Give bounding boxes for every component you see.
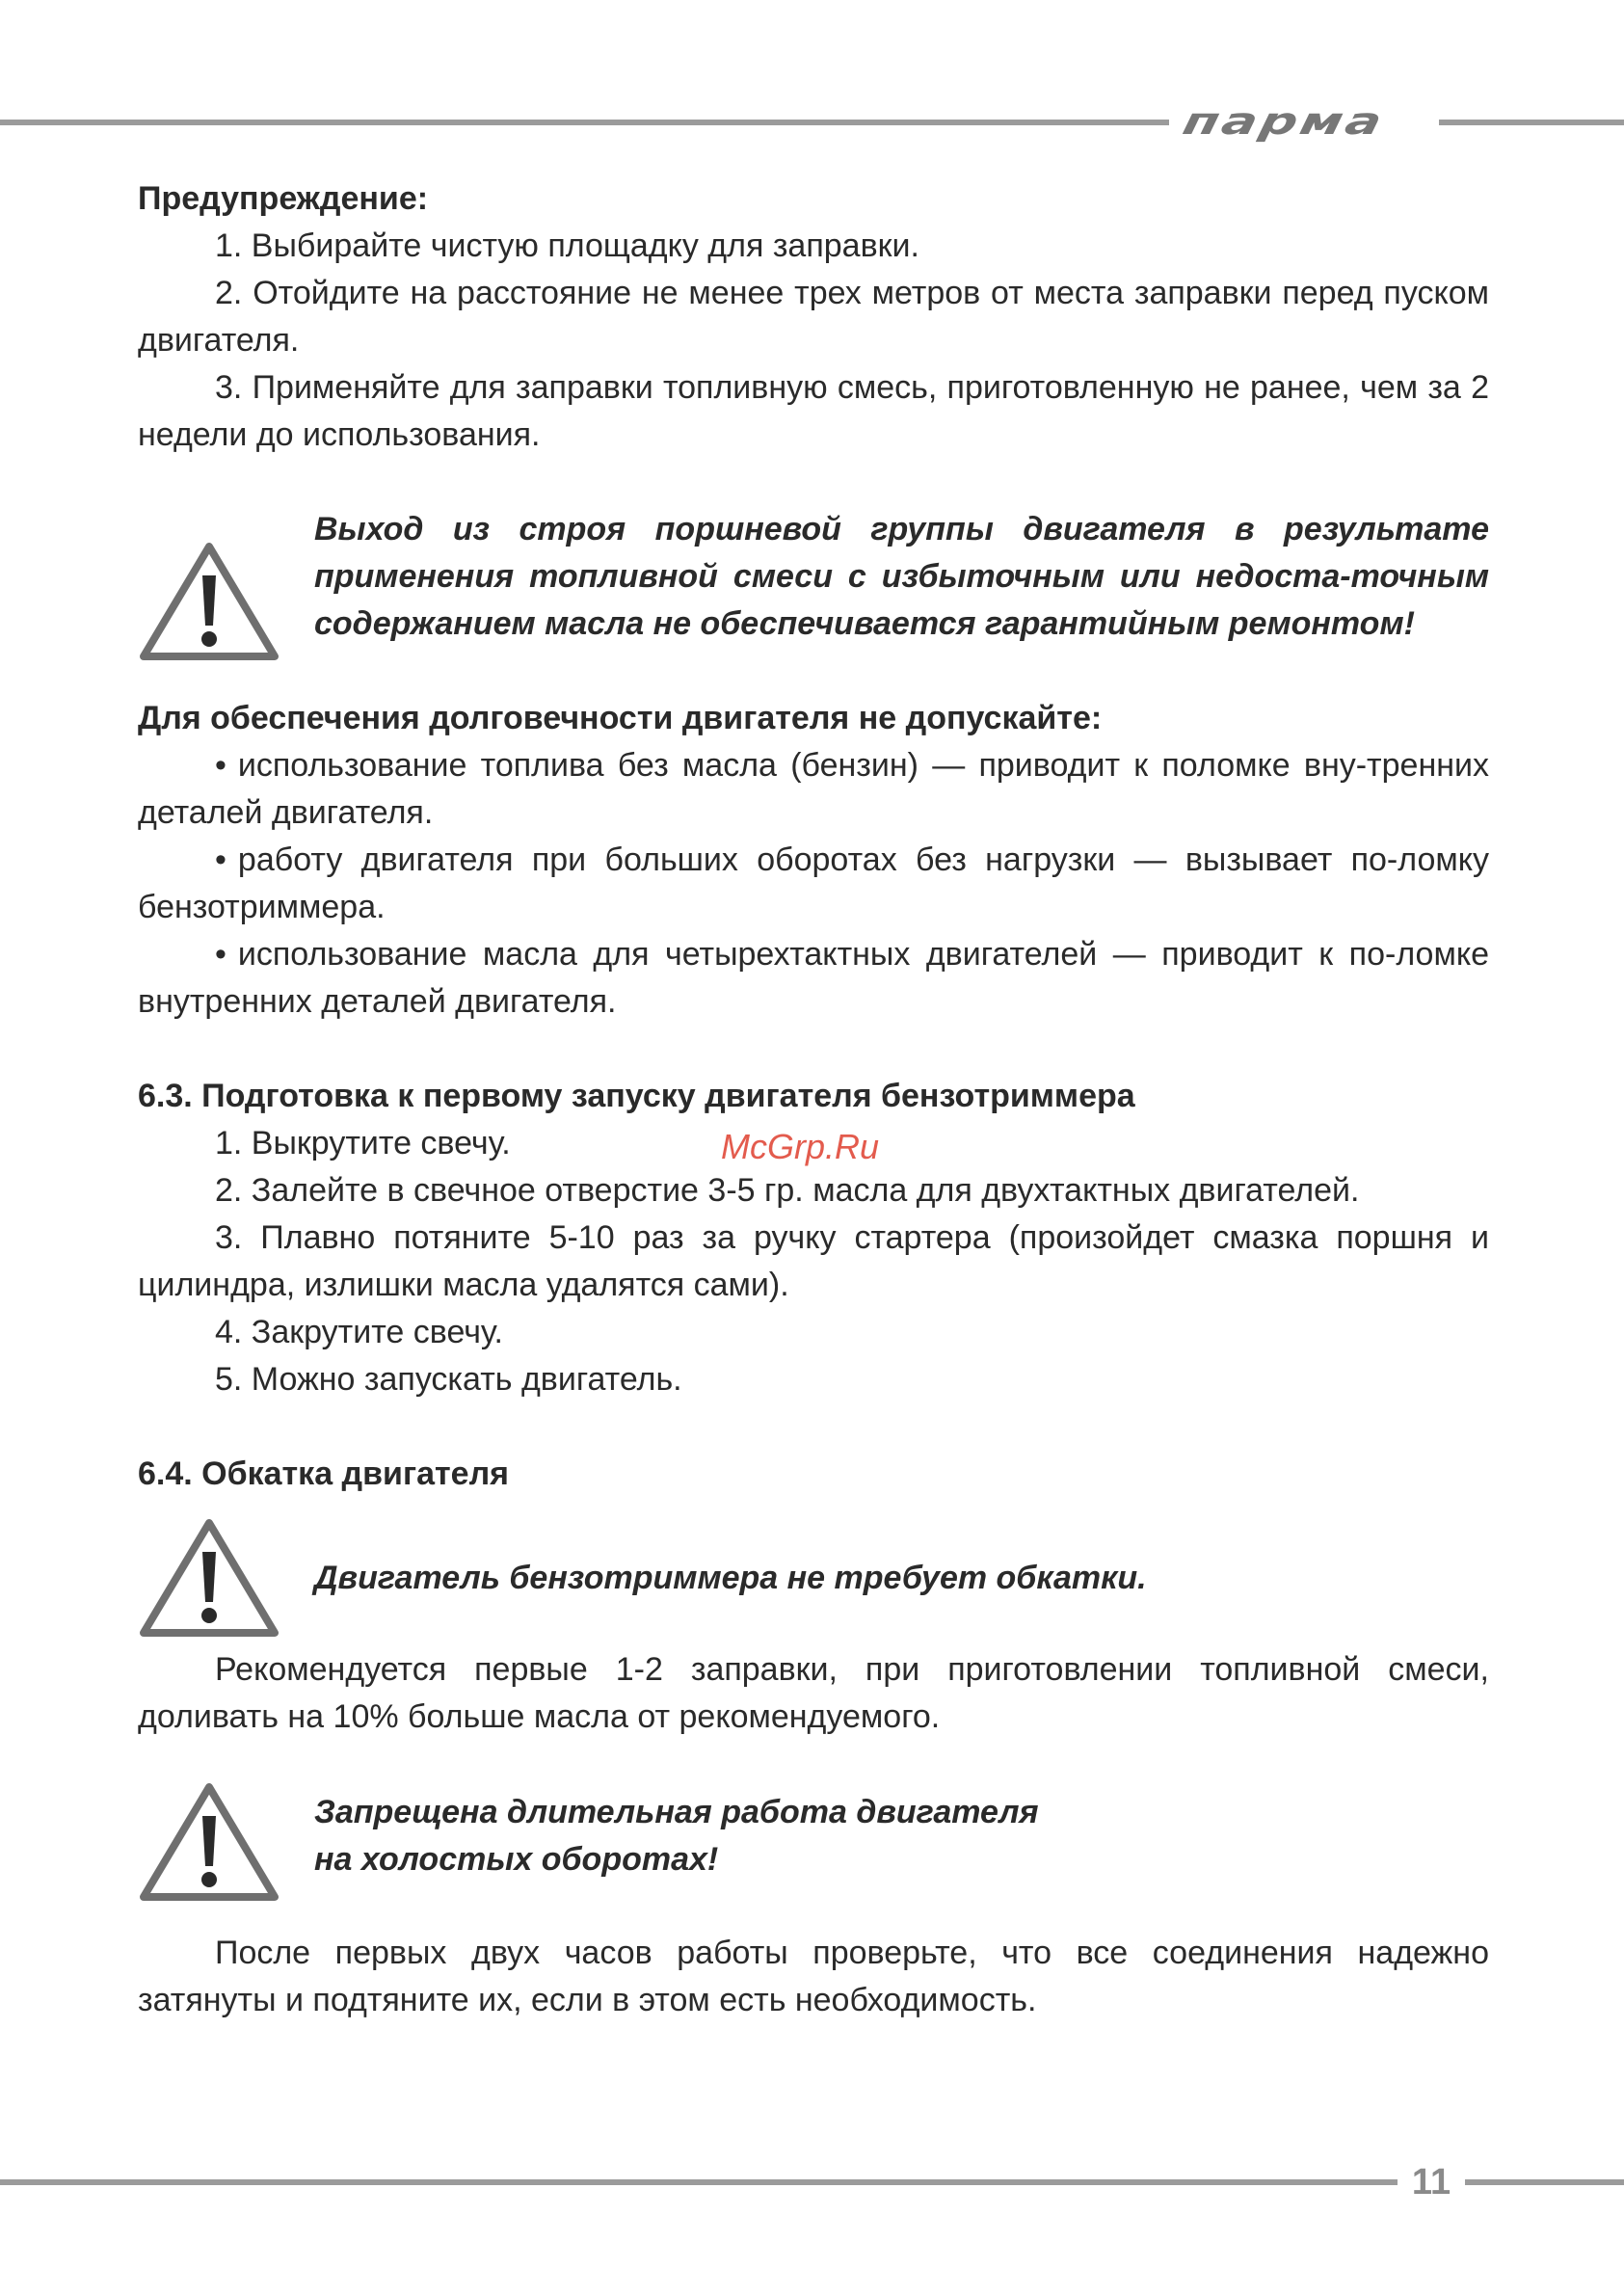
section-6-3-item: 3. Плавно потяните 5-10 раз за ручку стартера (произойдет смазка поршня и цилиндра, излишки масла удалятся сами). [138,1219,1489,1303]
warning-triangle-icon [138,1515,280,1639]
warning-text-piston: Выход из строя поршневой группы двигателя в результате применения топливной смеси с избыточным или недоста-точным содержанием масла не обеспечивается гарантийным ремонтом! [314,511,1489,642]
final-paragraph: После первых двух часов работы проверьте, что все соединения надежно затянуты и подтяните их, если в этом есть необходимость. [138,1935,1489,2018]
warning-intro-item: 1. Выбирайте чистую площадку для заправки. [215,227,919,264]
break-in-paragraph: Рекомендуется первые 1-2 заправки, при приготовлении топливной смеси, доливать на 10% больше масла от рекомендуемого. [138,1651,1489,1735]
warning-triangle-icon [138,1779,280,1903]
durability-item: • использование масла для четырехтактных двигателей — приводит к по-ломке внутренних деталей двигателя. [138,931,1489,1026]
warning-box-idle [138,1779,1489,1903]
warning-text-break-in: Двигатель бензотриммера не требует обкатки. [314,1560,1147,1596]
brand-logo: парма [1179,98,1389,144]
page-number: 11 [1411,2162,1451,2203]
header-rule-right [1439,120,1624,125]
warning-intro-item: 2. Отойдите на расстояние не менее трех метров от места заправки перед пуском двигателя. [138,275,1489,359]
section-6-3-item: 4. Закрутите свечу. [215,1314,503,1350]
warning-box-piston [138,506,1489,648]
durability-item: • использование топлива без масла (бензин) — приводит к поломке вну-тренних деталей двигателя. [138,742,1489,837]
footer-rule-right [1465,2179,1624,2185]
durability-item: • работу двигателя при больших оборотах без нагрузки — вызывает по-ломку бензотриммера. [138,837,1489,931]
spacer [138,1403,1489,1451]
warning-triangle-icon [138,539,280,662]
section-6-3-item: 1. Выкрутите свечу. [215,1125,511,1161]
spacer [138,648,1489,695]
warning-intro-item: 3. Применяйте для заправки топливную смесь, приготовленную не ранее, чем за 2 недели до использования. [138,369,1489,453]
section-6-3-title: 6.3. Подготовка к первому запуску двигателя бензотриммера [138,1078,1135,1114]
section-6-3-item: 5. Можно запускать двигатель. [215,1361,682,1398]
warning-intro-title: Предупреждение: [138,180,429,217]
page-content [138,175,1489,2024]
durability-title: Для обеспечения долговечности двигателя не допускайте: [138,700,1103,736]
spacer [138,459,1489,506]
spacer [138,1026,1489,1073]
section-6-4-title: 6.4. Обкатка двигателя [138,1455,510,1492]
warning-text-idle-line2: на холостых оборотах! [314,1841,719,1878]
warning-box-break-in [138,1515,1489,1639]
footer-rule-left [0,2179,1398,2185]
section-6-3-item: 2. Залейте в свечное отверстие 3-5 гр. масла для двухтактных двигателей. [215,1172,1360,1209]
warning-text-idle-line1: Запрещена длительная работа двигателя [314,1794,1039,1830]
watermark-text: McGrp.Ru [721,1127,880,1166]
header-rule-left [0,120,1169,125]
